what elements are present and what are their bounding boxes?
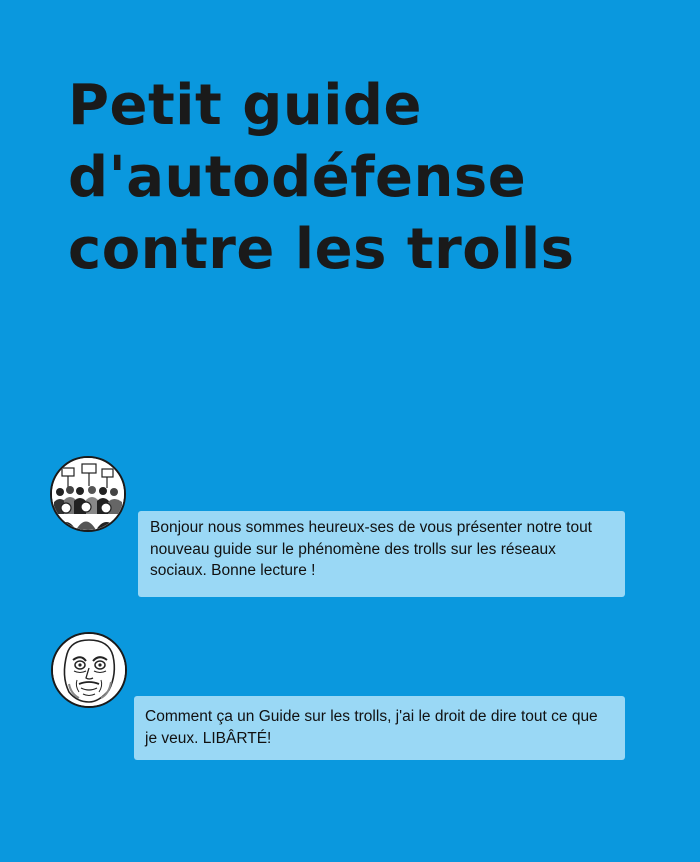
message-text-2: Comment ça un Guide sur les trolls, j'ai le droit de dire tout ce que je veux. LIBÂRTÉ! bbox=[145, 708, 598, 747]
me-gusta-troll-face-icon bbox=[51, 632, 127, 708]
page-title bbox=[68, 70, 668, 286]
title-line-1: Petit guide bbox=[68, 73, 422, 138]
title-line-3: contre les trolls bbox=[68, 217, 575, 282]
message-bubble-1 bbox=[138, 511, 625, 597]
message-bubble-2 bbox=[134, 696, 625, 760]
message-text-1: Bonjour nous sommes heureux-ses de vous présenter notre tout nouveau guide sur le phénomène des trolls sur les réseaux sociaux. Bonne lecture ! bbox=[150, 519, 592, 579]
title-line-2: d'autodéfense bbox=[68, 145, 527, 210]
crowd-protest-icon bbox=[50, 456, 126, 532]
